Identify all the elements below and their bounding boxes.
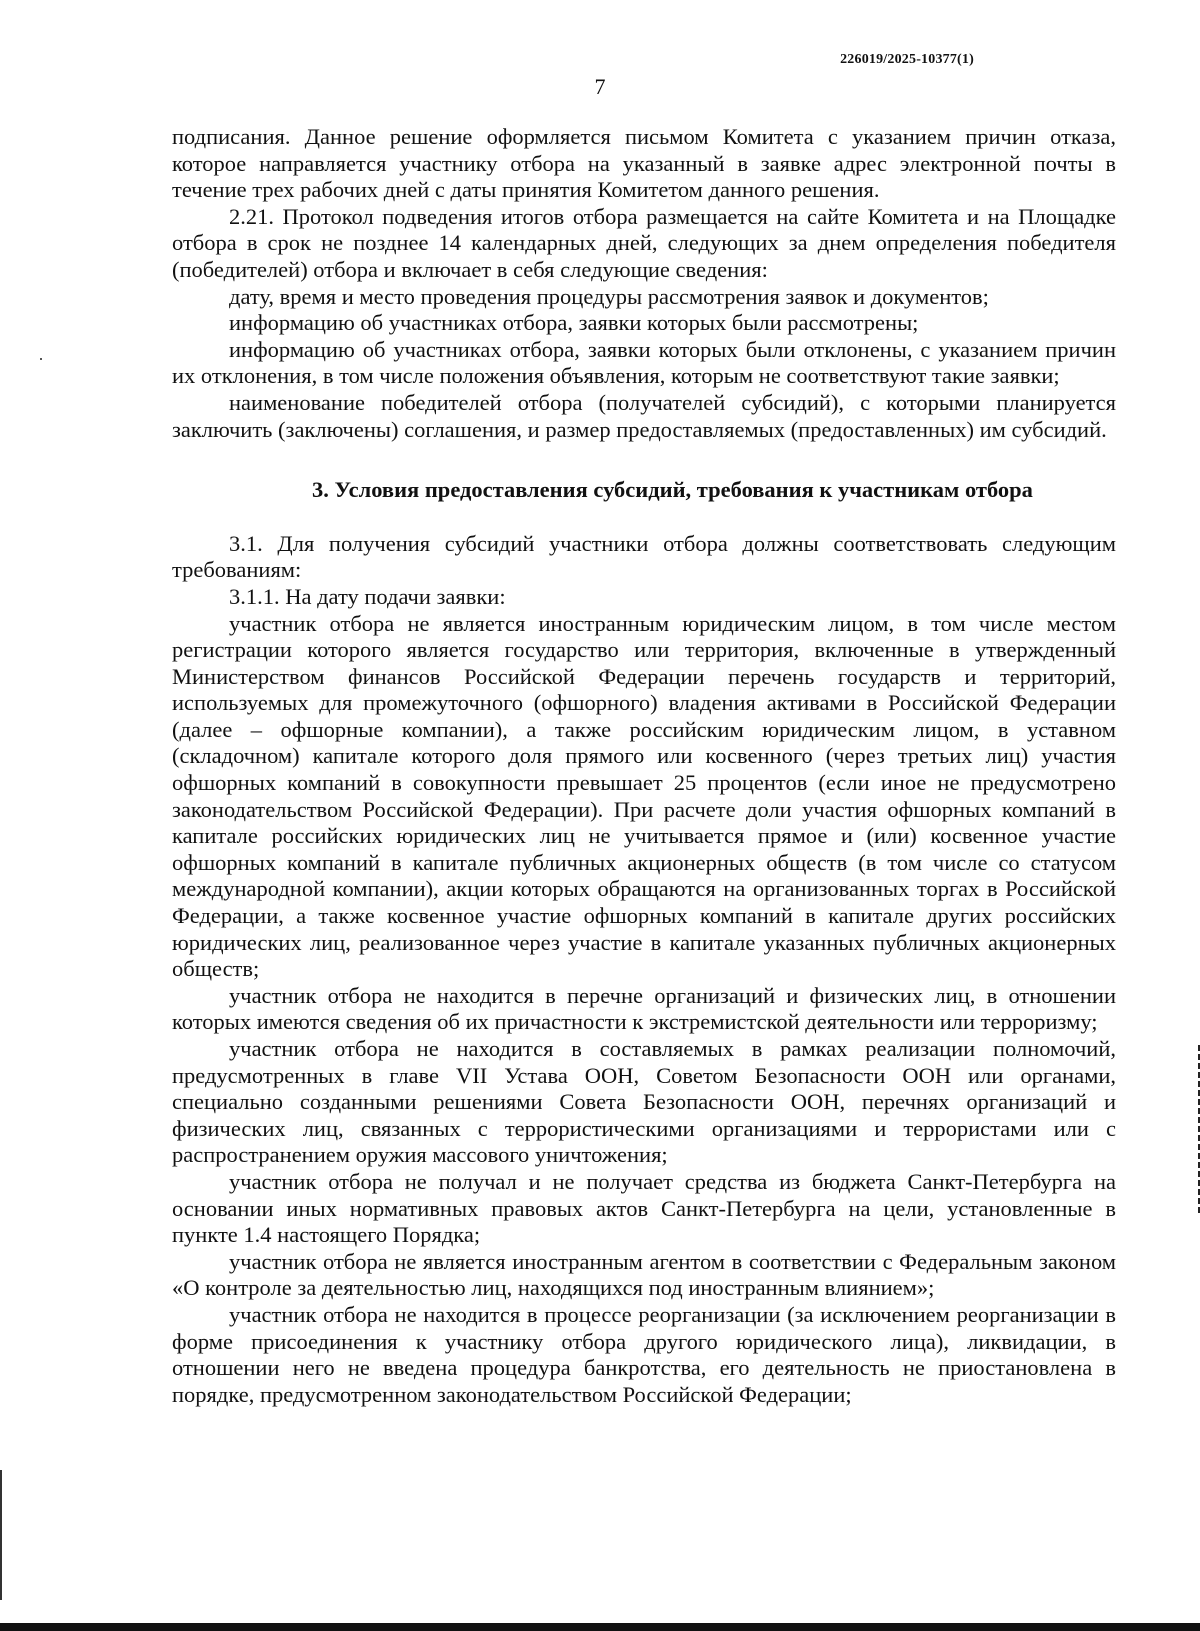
scan-speck xyxy=(40,358,42,360)
paragraph: дату, время и место проведения процедуры рассмотрения заявок и документов; xyxy=(229,283,989,309)
paragraph: информацию об участниках отбора, заявки которых были отклонены, с указанием причин их отклонения, в том числе положения объявления, которым не соответствуют такие заявки; xyxy=(172,336,1116,389)
document-body xyxy=(172,124,1116,1408)
paragraph: наименование победителей отбора (получателей субсидий), с которыми планируется заключить (заключены) соглашения, и размер предоставляемых (предоставленных) им субсидий. xyxy=(172,389,1116,442)
paragraph: участник отбора не находится в перечне организаций и физических лиц, в отношении которых имеются сведения об их причастности к экстремистской деятельности или терроризму; xyxy=(172,982,1116,1035)
paragraph: участник отбора не находится в составляемых в рамках реализации полномочий, предусмотренных в главе VII Устава ООН, Советом Безопасности ООН или органами, специально созданными решениями Совета Безопасности ООН, перечнях организаций и физических лиц, связанных с террористическими организациями и террористами или с распространением оружия массового уничтожения; xyxy=(172,1036,1116,1168)
document-number: 226019/2025-10377(1) xyxy=(840,52,974,67)
section-heading: 3. Условия предоставления субсидий, требования к участникам отбора xyxy=(312,477,1033,503)
paragraph: подписания. Данное решение оформляется письмом Комитета с указанием причин отказа, которое направляется участнику отбора на указанный в заявке адрес электронной почты в течение трех рабочих дней с даты принятия Комитетом данного решения. xyxy=(172,124,1116,203)
paragraph: 2.21. Протокол подведения итогов отбора размещается на сайте Комитета и на Площадке отбора в срок не позднее 14 календарных дней, следующих за днем определения победителя (победителей) отбора и включает в себя следующие сведения: xyxy=(172,203,1116,282)
paragraph: информацию об участниках отбора, заявки которых были рассмотрены; xyxy=(229,310,919,336)
paragraph: участник отбора не получал и не получает средства из бюджета Санкт-Петербурга на основании иных нормативных правовых актов Санкт-Петербурга на цели, установленные в пункте 1.4 настоящего Порядка; xyxy=(172,1168,1116,1248)
scan-bottom-bar xyxy=(0,1623,1200,1631)
paragraph: 3.1. Для получения субсидий участники отбора должны соответствовать следующим требованиям: xyxy=(172,530,1116,583)
paragraph: 3.1.1. На дату подачи заявки: xyxy=(229,583,506,609)
paragraph: участник отбора не находится в процессе реорганизации (за исключением реорганизации в форме присоединения к участнику отбора другого юридического лица), ликвидации, в отношении него не введена процедура банкротства, его деятельность не приостановлена в порядке, предусмотренном законодательством Российской Федерации; xyxy=(172,1301,1116,1407)
page-number: 7 xyxy=(594,74,606,99)
paragraph: участник отбора не является иностранным юридическим лицом, в том числе местом регистрации которого является государство или территория, включенные в утвержденный Министерством финансов Российской Федерации перечень государств и территорий, используемых для промежуточного (офшорного) владения активами в Российской Федерации (далее – офшорные компании), а также российским юридическим лицом, в уставном (складочном) капитале которого доля прямого или косвенного (через третьих лиц) участия офшорных компаний в совокупности превышает 25 процентов (если иное не предусмотрено законодательством Российской Федерации). При расчете доли участия офшорных компаний в капитале российских юридических лиц не учитывается прямое и (или) косвенное участие офшорных компаний в капитале публичных акционерных обществ (в том числе со статусом международной компании), акции которых обращаются на организованных торгах в Российской Федерации, а также косвенное участие офшорных компаний в капитале других российских юридических лиц, реализованное через участие в капитале указанных публичных акционерных обществ; xyxy=(172,610,1116,982)
scan-edge-line-left xyxy=(0,1470,2,1600)
paragraph: участник отбора не является иностранным агентом в соответствии с Федеральным законом «О контроле за деятельностью лиц, находящихся под иностранным влиянием»; xyxy=(172,1248,1116,1301)
